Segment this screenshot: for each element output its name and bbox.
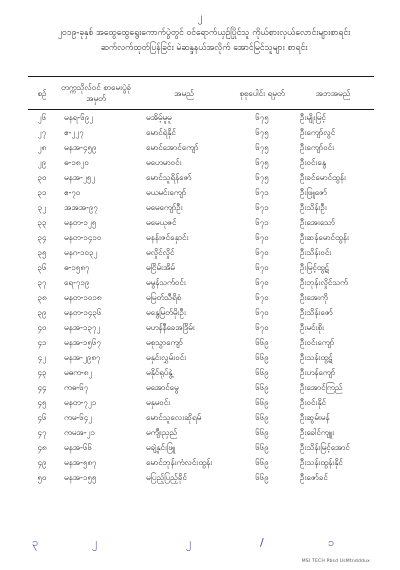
cell-roll-number: ကမ-၆၄၂ xyxy=(64,413,93,422)
cell-total-score: ၆၇၅ xyxy=(255,173,269,182)
cell-name: မအောင်မွေ xyxy=(146,383,179,392)
cell-roll-number: မနရ-၆၉၂ xyxy=(64,113,94,122)
cell-total-score: ၆၇၀ xyxy=(255,233,269,242)
cell-total-score: ၆၇၀ xyxy=(255,293,269,302)
cell-father-name: ဦးကျော်လွင် xyxy=(300,128,336,137)
table-row xyxy=(28,455,374,470)
cell-name: မောင်သူလေးဆိုရမ် xyxy=(146,413,202,422)
cell-name: မောင်အောင်ကျော် xyxy=(146,143,199,152)
cell-name: မမေယုဇင် xyxy=(146,218,177,227)
cell-father-name: ဦးဇော်ခင် xyxy=(300,473,328,482)
cell-name: မဟေမာဝင်း xyxy=(146,158,182,167)
cell-no: ၄၄ xyxy=(37,383,47,392)
cell-total-score: ၆၆၉ xyxy=(255,338,269,347)
cell-roll-number: မနတ-၁၂၅ xyxy=(64,218,97,227)
cell-roll-number: မနအ-၂၅၂ xyxy=(64,173,96,182)
table-row xyxy=(28,350,374,365)
cell-name: မောင်ဘုန်းကံလင်းထွန်း xyxy=(146,458,213,467)
table-row xyxy=(28,155,374,170)
cell-name: မစုသွာကျော် xyxy=(146,338,183,347)
cell-roll-number: မနအ-၄၅၉ xyxy=(64,143,97,152)
cell-total-score: ၆၇၅ xyxy=(255,128,269,137)
cell-roll-number: မနအ-၁၅၅ xyxy=(64,473,97,482)
cell-father-name: ဦးဆန်မောင်ထွန်း xyxy=(300,233,349,242)
table-row xyxy=(28,200,374,215)
table-row xyxy=(28,245,374,260)
cell-father-name: ဦးဝင်းနွေ xyxy=(300,158,327,167)
cell-father-name: ဦးသန်းထွန်းနိုင် xyxy=(300,458,343,467)
cell-no: ၄၁ xyxy=(37,338,47,347)
cell-father-name: ဦးသိန်းဝင်း xyxy=(300,248,332,257)
cell-no: ၃၀ xyxy=(37,173,47,182)
cell-total-score: ၆၇၀ xyxy=(255,278,269,287)
cell-roll-number: အအအ-၉၇ xyxy=(64,203,98,212)
cell-father-name: ဦးဝင်းကျော် xyxy=(300,338,335,347)
table-row xyxy=(28,230,374,245)
cell-no: ၃၂ xyxy=(37,203,47,212)
footer-mark: ၁ xyxy=(328,536,335,549)
cell-father-name: ဦးကျော်ဝင်း xyxy=(300,143,335,152)
cell-total-score: ၆၆၉ xyxy=(255,458,269,467)
table-row xyxy=(28,290,374,305)
cell-no: ၃၅ xyxy=(37,248,47,257)
cell-roll-number: မနတ-၁၄၁၀ xyxy=(64,233,102,242)
cell-total-score: ၆၆၉ xyxy=(255,428,269,437)
cell-name: မလှိုင်လှိုင် xyxy=(146,248,175,257)
cell-total-score: ၆၇၀ xyxy=(255,323,269,332)
cell-name: မငြိမ်းအိမ် xyxy=(146,263,175,272)
cell-no: ၃၄ xyxy=(37,233,47,242)
cell-name: မနိုင်ရုပ်နွဲ့ xyxy=(146,368,173,377)
cell-father-name: ဦးခေါင်ကျူး xyxy=(300,428,335,437)
cell-roll-number: မနတ-၁၄၃၆ xyxy=(64,308,102,317)
heading-line-1: ၂၀၁၉-ခုနှစ် အထွေထွေရွေးကောက်ပွဲတွင် ဝင်ရောက်ယှဉ်ပြိုင်သူ ကိုယ်စားလှယ်လောင်းများစာရင်း xyxy=(57,28,351,38)
header-father-name: အဘအမည် xyxy=(292,77,374,110)
cell-roll-number: မနတ-၇၂၁ xyxy=(64,398,97,407)
cell-no: ၄၉ xyxy=(37,458,47,467)
cell-total-score: ၆၇၀ xyxy=(255,263,269,272)
cell-no: ၄၆ xyxy=(37,413,47,422)
cell-total-score: ၆၆၉ xyxy=(255,413,269,422)
cell-name: မကျီးညှည် xyxy=(146,428,178,437)
cell-no: ၄၈ xyxy=(37,443,47,452)
cell-roll-number: မနအ-၂၉၈၇ xyxy=(64,353,101,362)
cell-no: ၃၇ xyxy=(37,278,47,287)
cell-roll-number: မနအ-၅၈၇ xyxy=(64,458,97,467)
cell-total-score: ၆၆၉ xyxy=(255,383,269,392)
footer-mark: ၃ xyxy=(32,536,39,549)
header-total-score: စုစုပေါင်း ရမှတ် xyxy=(232,77,292,110)
table-row xyxy=(28,305,374,320)
cell-no: ၂၇ xyxy=(37,128,47,137)
cell-total-score: ၆၇၀ xyxy=(255,308,269,317)
cell-name: မောင်သူရိန်ဇော် xyxy=(146,173,192,182)
page-number: ၂ xyxy=(197,12,203,23)
cell-total-score: ၆၇၅ xyxy=(255,158,269,167)
cell-name: မချဲ့နှင်းဖြူ xyxy=(146,443,176,452)
table-row xyxy=(28,170,374,185)
cell-father-name: ဦးဘုန်းလှိုင်သက် xyxy=(300,278,348,287)
table-row xyxy=(28,320,374,335)
cell-roll-number: ဧ-၂၂၇ xyxy=(64,128,84,137)
cell-name: မနှင်းလွှမ်းဝင်း xyxy=(146,353,187,362)
table-row xyxy=(28,260,374,275)
table-row xyxy=(28,125,374,140)
cell-father-name: ဦးသိန်းဇော် xyxy=(300,308,333,317)
cell-total-score: ၆၆၉ xyxy=(255,473,269,482)
header-roll-number: တက္ကသိုလ်ဝင် စာမေးပွဲခုံအမှတ် xyxy=(56,77,136,110)
cell-no: ၄၀ xyxy=(37,323,47,332)
cell-no: ၃၉ xyxy=(37,308,47,317)
footer-mark: ၂ xyxy=(92,536,98,549)
table-row xyxy=(28,440,374,455)
table-row xyxy=(28,425,374,440)
table-row xyxy=(28,185,374,200)
cell-father-name: ဦးအေးသော် xyxy=(300,218,335,227)
cell-no: ၃၁ xyxy=(37,188,47,197)
cell-name: မပြည့်ပြည့်ခိုင် xyxy=(146,473,187,482)
table-row xyxy=(28,380,374,395)
table-header-row xyxy=(28,77,374,110)
cell-father-name: ဦးမင်းစိုး xyxy=(300,323,325,332)
table-row xyxy=(28,365,374,380)
cell-father-name: ဦးမြင့်ထွဋ် xyxy=(300,263,329,272)
cell-father-name: ဦးခင်မောင်ထွန်း xyxy=(300,173,346,182)
cell-name: မဟန်နီခေအဒြိမ်း xyxy=(146,323,195,332)
cell-name: မနှမဝင်း xyxy=(146,398,171,407)
cell-roll-number: ကမအ-၂၁ xyxy=(64,428,96,437)
cell-name: မမေကျော်ဦး xyxy=(146,203,183,212)
cell-father-name: ဦးအေးကို xyxy=(300,293,328,302)
table-row xyxy=(28,275,374,290)
watermark: MSI TECH Pbsd UsMtndddux xyxy=(301,559,370,564)
header-name: အမည် xyxy=(136,77,232,110)
cell-father-name: ဦးသန်းထွဋ် xyxy=(300,353,333,362)
table-row xyxy=(28,395,374,410)
cell-no: ၄၇ xyxy=(37,428,47,437)
cell-no: ၃၃ xyxy=(37,218,47,227)
cell-roll-number: မဓက-၈၂ xyxy=(64,368,93,377)
cell-no: ၄၃ xyxy=(37,368,47,377)
results-table xyxy=(28,76,374,485)
cell-no: ၄၅ xyxy=(37,398,47,407)
cell-name: မအိမ့်မူမူ xyxy=(146,113,172,122)
table-row xyxy=(28,410,374,425)
table-row xyxy=(28,140,374,155)
table-row xyxy=(28,215,374,230)
header-no: စဉ် xyxy=(28,77,56,110)
footer-mark: / xyxy=(260,536,264,549)
cell-roll-number: ဓ-၁၈၂၀ xyxy=(64,158,89,167)
cell-no: ၂၉ xyxy=(37,158,47,167)
cell-roll-number: မနဂ-၁၀၃၂ xyxy=(64,248,98,257)
cell-roll-number: မနအ-၆၆ xyxy=(64,443,92,452)
cell-total-score: ၆၆၉ xyxy=(255,398,269,407)
table-row xyxy=(28,110,374,126)
heading-line-2: ဆက်လက်ထုတ်ပြန်ခြင်း မဲဆန္ဒနယ်အလိုက် အောင်မြင်သူများ စာရင်း xyxy=(100,43,308,53)
cell-father-name: ဦးဝင်းနိုင် xyxy=(300,398,326,407)
document-heading xyxy=(34,26,374,56)
cell-no: ၂၈ xyxy=(37,143,47,152)
cell-no: ၃၆ xyxy=(37,263,47,272)
table-body xyxy=(28,110,374,486)
cell-name: မမြတ်သီရိစံ xyxy=(146,293,182,302)
cell-roll-number: ဧ-၇၀ xyxy=(64,188,81,197)
cell-name: မနန်းဇင်နှောင်း xyxy=(146,233,189,242)
cell-total-score: ၆၇၀ xyxy=(255,248,269,257)
cell-total-score: ၆၇၅ xyxy=(255,143,269,152)
cell-father-name: ဦးဟန်ကျော် xyxy=(300,368,336,377)
cell-total-score: ၆၆၉ xyxy=(255,443,269,452)
cell-father-name: ဦးဆွမ်းမန် xyxy=(300,413,330,422)
cell-father-name: ဦးသိန်းမြင့်အောင် xyxy=(300,443,350,452)
cell-no: ၅၀ xyxy=(37,473,47,482)
table-row xyxy=(28,335,374,350)
cell-roll-number: မနတ-၁၀၁၈ xyxy=(64,293,102,302)
cell-father-name: ဦးသိန်းဦး xyxy=(300,203,327,212)
cell-total-score: ၆၆၉ xyxy=(255,353,269,362)
cell-name: မောင်ရဲနိုင် xyxy=(146,128,176,137)
cell-no: ၄၂ xyxy=(37,353,47,362)
cell-roll-number: ကဓ-၆၇ xyxy=(64,383,89,392)
cell-total-score: ၆၇၁ xyxy=(255,218,269,227)
cell-total-score: ၆၇၅ xyxy=(255,113,269,122)
cell-name: မနွေမြတ်မိုးဦး xyxy=(146,308,186,317)
cell-roll-number: ဓ-၁၅၈၇ xyxy=(64,263,90,272)
footer-mark: ၂ xyxy=(186,536,192,549)
cell-name: မမွန်သက်ဝင်း xyxy=(146,278,186,287)
cell-roll-number: ရေ-၇၁၉ xyxy=(64,278,90,287)
cell-total-score: ၆၆၉ xyxy=(255,368,269,377)
table-row xyxy=(28,470,374,485)
cell-total-score: ၆၇၁ xyxy=(255,188,269,197)
cell-no: ၂၆ xyxy=(37,113,47,122)
cell-father-name: ဦးမျိုးမြင့် xyxy=(300,113,326,122)
cell-father-name: ဦးအောင်ကြည် xyxy=(300,383,343,392)
cell-roll-number: မနအ-၁၃၇၂ xyxy=(64,323,101,332)
cell-father-name: ဦးဖြူဇော် xyxy=(300,188,328,197)
cell-name: မယမင်းကျော် xyxy=(146,188,187,197)
cell-no: ၃၈ xyxy=(37,293,47,302)
cell-roll-number: မနအ-၁၅၆၇ xyxy=(64,338,101,347)
cell-total-score: ၆၇၁ xyxy=(255,203,269,212)
